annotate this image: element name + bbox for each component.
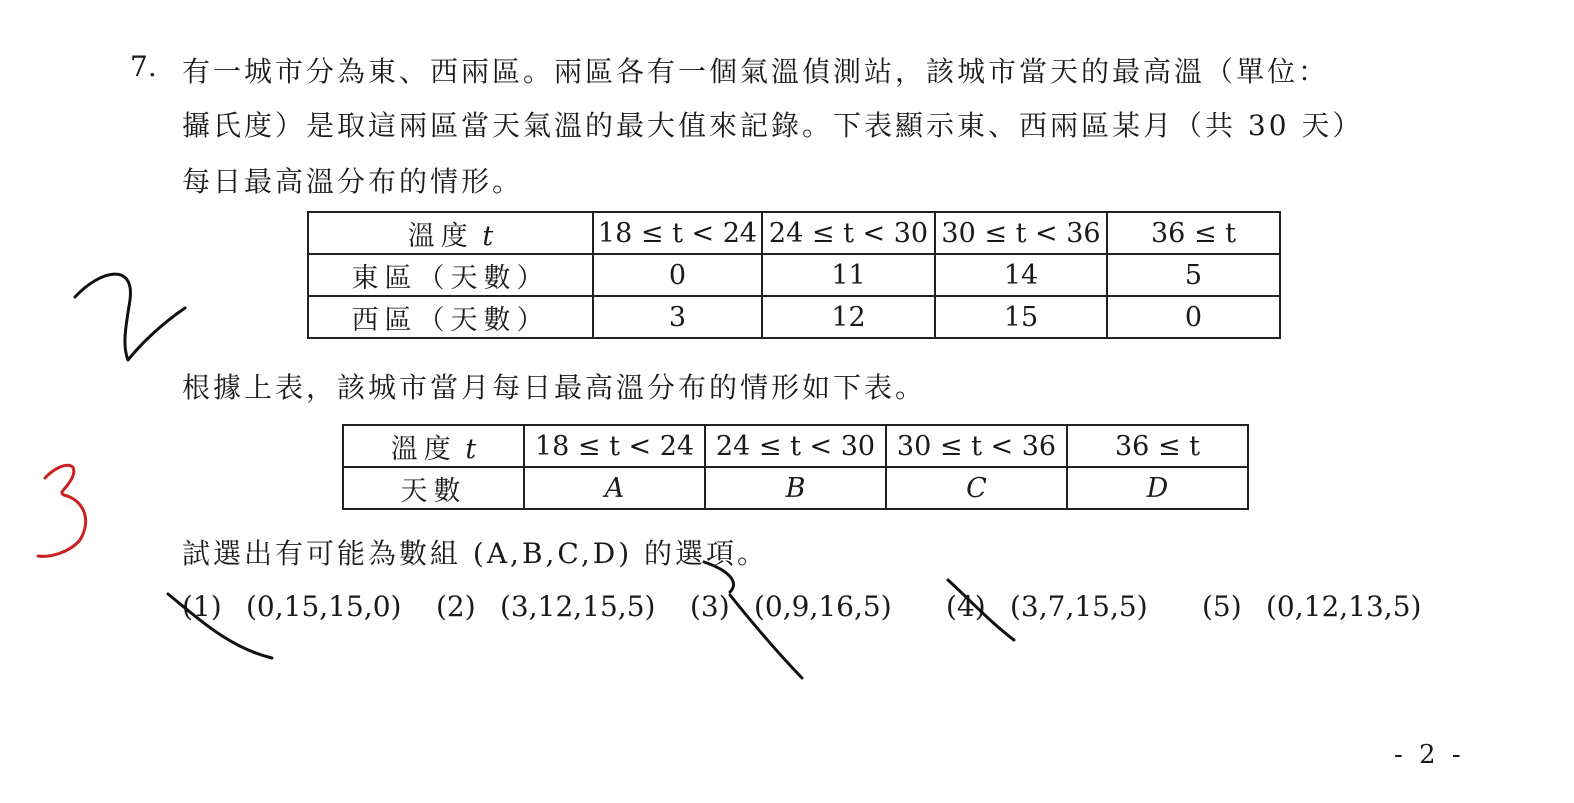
option-4[interactable]: (4) (3,7,15,5) (946, 590, 1148, 623)
table2-header-label: 溫度 t (343, 425, 524, 467)
option-5[interactable]: (5) (0,12,13,5) (1202, 590, 1422, 623)
page-number: - 2 - (1394, 740, 1465, 770)
table2-cell: A (524, 467, 705, 509)
table1-cell: 11 (762, 254, 935, 296)
mid-text: 根據上表，該城市當月每日最高溫分布的情形如下表。 (182, 371, 927, 404)
table2-range-4: 36 ≤ t (1067, 425, 1248, 467)
option-2[interactable]: (2) (3,12,15,5) (436, 590, 656, 623)
table2-row-label: 天數 (343, 467, 524, 509)
option-3[interactable]: (3) (0,9,16,5) (690, 590, 892, 623)
table1-cell: 14 (935, 254, 1107, 296)
table2-range-1: 18 ≤ t < 24 (524, 425, 705, 467)
table1-range-3: 30 ≤ t < 36 (935, 212, 1107, 254)
handwritten-2-mark (75, 274, 185, 360)
table2-row-days (343, 467, 1248, 509)
table2-header-row (343, 425, 1248, 467)
handwritten-3-mark (38, 465, 86, 556)
table1-cell: 0 (593, 254, 762, 296)
table1-cell: 12 (762, 296, 935, 338)
table1-range-4: 36 ≤ t (1107, 212, 1280, 254)
table2-cell: D (1067, 467, 1248, 509)
question-text-line3: 每日最高溫分布的情形。 (182, 165, 524, 198)
table1-range-2: 24 ≤ t < 30 (762, 212, 935, 254)
table2-range-2: 24 ≤ t < 30 (705, 425, 886, 467)
table1-row-east (308, 254, 1280, 296)
table2-cell: C (886, 467, 1067, 509)
city-temperature-table (342, 424, 1249, 510)
table1-header-row (308, 212, 1280, 254)
table2-cell: B (705, 467, 886, 509)
table1-cell: 0 (1107, 296, 1280, 338)
prompt-text: 試選出有可能為數組 (A,B,C,D) 的選項。 (182, 537, 769, 570)
table1-cell: 5 (1107, 254, 1280, 296)
question-text-line1: 有一城市分為東、西兩區。兩區各有一個氣溫偵測站，該城市當天的最高溫（單位： (182, 55, 1330, 88)
table1-row-label-east: 東區（天數） (308, 254, 593, 296)
question-text-line2: 攝氏度）是取這兩區當天氣溫的最大值來記錄。下表顯示東、西兩區某月（共 30 天） (182, 109, 1364, 142)
table1-range-1: 18 ≤ t < 24 (593, 212, 762, 254)
question-number: 7. (130, 50, 157, 83)
east-west-temperature-table (307, 211, 1281, 339)
table1-row-label-west: 西區（天數） (308, 296, 593, 338)
table2-range-3: 30 ≤ t < 36 (886, 425, 1067, 467)
option-1[interactable]: (1) (0,15,15,0) (182, 590, 402, 623)
table1-cell: 15 (935, 296, 1107, 338)
table1-header-label: 溫度 t (308, 212, 593, 254)
table1-cell: 3 (593, 296, 762, 338)
table1-row-west (308, 296, 1280, 338)
